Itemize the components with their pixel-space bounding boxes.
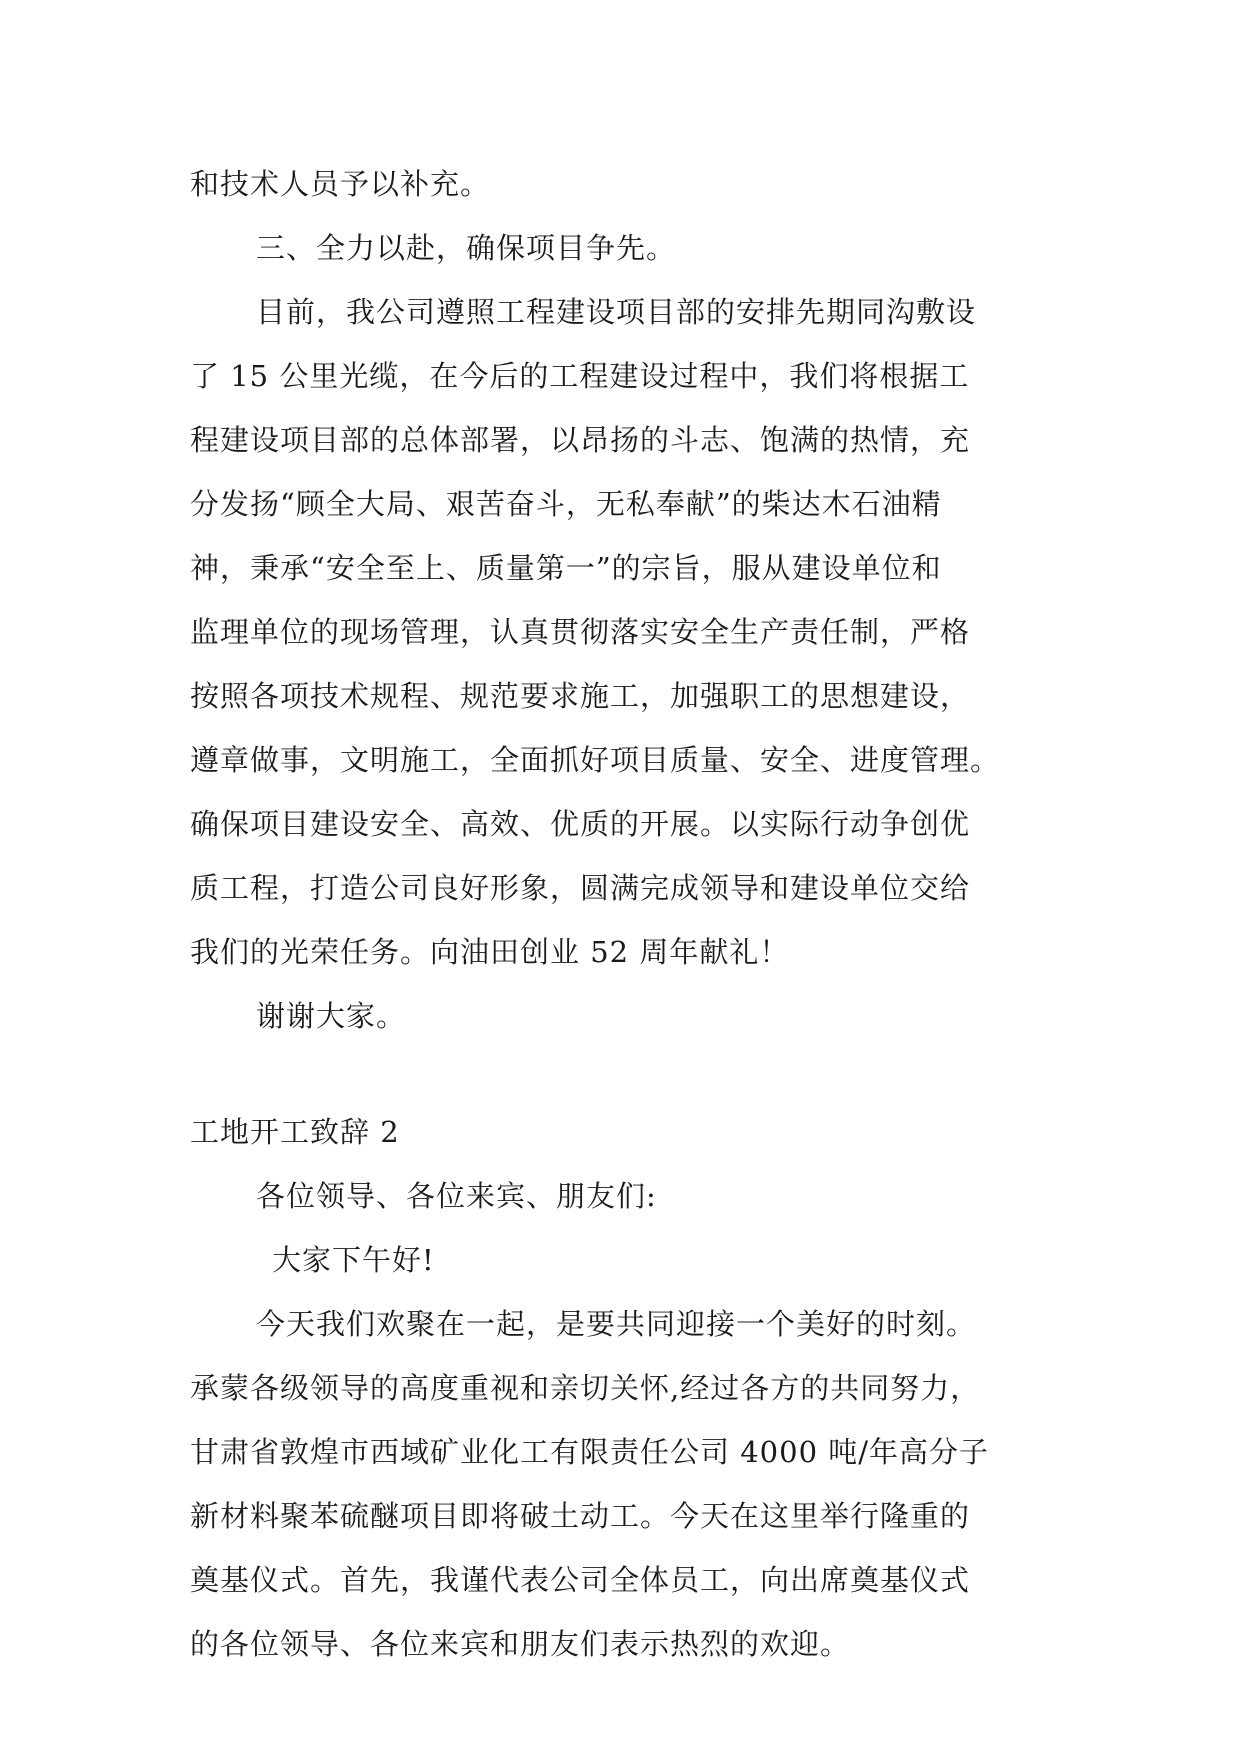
paragraph-line: 神，秉承“安全至上、质量第一”的宗旨，服从建设单位和 [190, 551, 942, 585]
paragraph-line: 的各位领导、各位来宾和朋友们表示热烈的欢迎。 [190, 1627, 851, 1661]
paragraph-line: 承蒙各级领导的高度重视和亲切关怀,经过各方的共同努力， [190, 1371, 981, 1405]
section-heading: 三、全力以赴，确保项目争先。 [256, 231, 677, 265]
salutation: 各位领导、各位来宾、朋友们: [256, 1179, 657, 1213]
paragraph-line: 确保项目建设安全、高效、优质的开展。以实际行动争创优 [190, 807, 971, 841]
paragraph-line: 监理单位的现场管理，认真贯彻落实安全生产责任制，严格 [190, 615, 971, 649]
paragraph-line: 程建设项目部的总体部署，以昂扬的斗志、饱满的热情，充 [190, 423, 971, 457]
paragraph-line: 我们的光荣任务。向油田创业 52 周年献礼！ [190, 935, 790, 969]
paragraph-line: 按照各项技术规程、规范要求施工，加强职工的思想建设， [190, 679, 971, 713]
paragraph-line: 目前，我公司遵照工程建设项目部的安排先期同沟敷设 [256, 295, 977, 329]
paragraph-line: 分发扬“顾全大局、艰苦奋斗，无私奉献”的柴达木石油精 [190, 487, 942, 521]
paragraph-line: 遵章做事，文明施工，全面抓好项目质量、安全、进度管理。 [190, 743, 1001, 777]
paragraph-line: 今天我们欢聚在一起，是要共同迎接一个美好的时刻。 [256, 1307, 977, 1341]
paragraph-line: 了 15 公里光缆，在今后的工程建设过程中，我们将根据工 [190, 359, 970, 393]
paragraph-line: 奠基仪式。首先，我谨代表公司全体员工，向出席奠基仪式 [190, 1563, 971, 1597]
paragraph-line: 新材料聚苯硫醚项目即将破土动工。今天在这里举行隆重的 [190, 1499, 971, 1533]
greeting: 大家下午好! [272, 1243, 435, 1277]
closing-line: 谢谢大家。 [256, 999, 407, 1033]
paragraph-line: 质工程，打造公司良好形象，圆满完成领导和建设单位交给 [190, 871, 971, 905]
paragraph-line: 和技术人员予以补充。 [190, 167, 491, 201]
speech-title: 工地开工致辞 2 [190, 1115, 400, 1149]
paragraph-line: 甘肃省敦煌市西域矿业化工有限责任公司 4000 吨/年高分子 [190, 1435, 990, 1469]
